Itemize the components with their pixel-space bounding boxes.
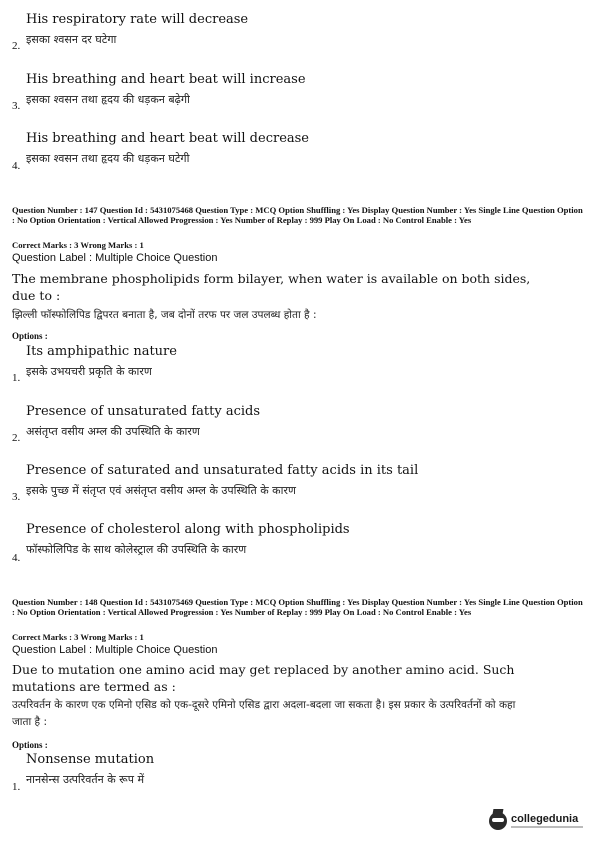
question-label: Question Label : Multiple Choice Question <box>12 644 218 656</box>
graduation-cap-icon <box>489 812 507 830</box>
option-number: 3. <box>12 100 21 112</box>
option-text-en: Presence of saturated and unsaturated fatty acids in its tail <box>26 463 419 478</box>
option-number: 1. <box>12 372 21 384</box>
option-number: 1. <box>12 781 21 793</box>
logo-text: collegedunia <box>511 813 579 825</box>
option-text-en: His breathing and heart beat will decrease <box>26 131 309 146</box>
collegedunia-logo <box>489 810 589 834</box>
option-text-hi: इसका श्वसन तथा हृदय की धड़कन घटेगी <box>26 152 190 165</box>
option-text-hi: फॉस्फोलिपिड के साथ कोलेस्ट्राल की उपस्थिति के कारण <box>26 543 247 556</box>
question-text-en: Due to mutation one amino acid may get replaced by another amino acid. Such mutations are termed as : <box>12 662 515 694</box>
options-label: Options : <box>12 331 48 341</box>
question-text-hi: झिल्ली फॉस्फोलिपिड द्विपरत बनाता है, जब दोनों तरफ पर जल उपलब्ध होता है : <box>12 309 317 321</box>
options-label: Options : <box>12 740 48 750</box>
option-text-en: Nonsense mutation <box>26 752 155 767</box>
option-text-hi: इसके उभयचरी प्रकृति के कारण <box>26 365 152 378</box>
option-text-en: Its amphipathic nature <box>26 344 177 359</box>
option-number: 3. <box>12 491 21 503</box>
logo-tagline-bar <box>511 826 583 828</box>
question-marks: Correct Marks : 3 Wrong Marks : 1 <box>12 632 144 642</box>
option-number: 2. <box>12 432 21 444</box>
option-number: 2. <box>12 40 21 52</box>
option-text-en: Presence of cholesterol along with phospholipids <box>26 522 350 537</box>
option-text-hi: नानसेन्स उत्परिवर्तन के रूप में <box>26 773 145 786</box>
question-text-hi: उत्परिवर्तन के कारण एक एमिनो एसिड को एक-दूसरे एमिनो एसिड द्वारा अदला-बदला जा सकता है। इस प्रकार के उत्परिवर्तनों को कहा जाता है : <box>12 699 516 728</box>
option-text-hi: इसका श्वसन तथा हृदय की धड़कन बढ़ेगी <box>26 93 190 106</box>
option-text-hi: असंतृप्त वसीय अम्ल की उपस्थिति के कारण <box>26 425 200 438</box>
option-text-hi: इसके पुच्छ में संतृप्त एवं असंतृप्त वसीय अम्ल के उपस्थिति के कारण <box>26 484 296 497</box>
question-marks: Correct Marks : 3 Wrong Marks : 1 <box>12 240 144 250</box>
option-text-en: His breathing and heart beat will increase <box>26 72 306 87</box>
question-meta: Question Number : 147 Question Id : 5431075468 Question Type : MCQ Option Shuffling : Yes Display Question Number : Yes Single Line Question Option : No Option Orientation : Vertical Allowed Progression : Yes Number of Replay : 999 Play On Load : No Control Enable : Yes <box>12 205 583 225</box>
option-number: 4. <box>12 552 21 564</box>
option-number: 4. <box>12 160 21 172</box>
question-meta: Question Number : 148 Question Id : 5431075469 Question Type : MCQ Option Shuffling : Yes Display Question Number : Yes Single Line Question Option : No Option Orientation : Vertical Allowed Progression : Yes Number of Replay : 999 Play On Load : No Control Enable : Yes <box>12 597 583 617</box>
option-text-en: Presence of unsaturated fatty acids <box>26 404 261 419</box>
question-text-en: The membrane phospholipids form bilayer, when water is available on both sides, due to : <box>12 271 531 303</box>
question-label: Question Label : Multiple Choice Question <box>12 252 218 264</box>
option-text-hi: इसका श्वसन दर घटेगा <box>26 33 117 46</box>
option-text-en: His respiratory rate will decrease <box>26 12 249 27</box>
